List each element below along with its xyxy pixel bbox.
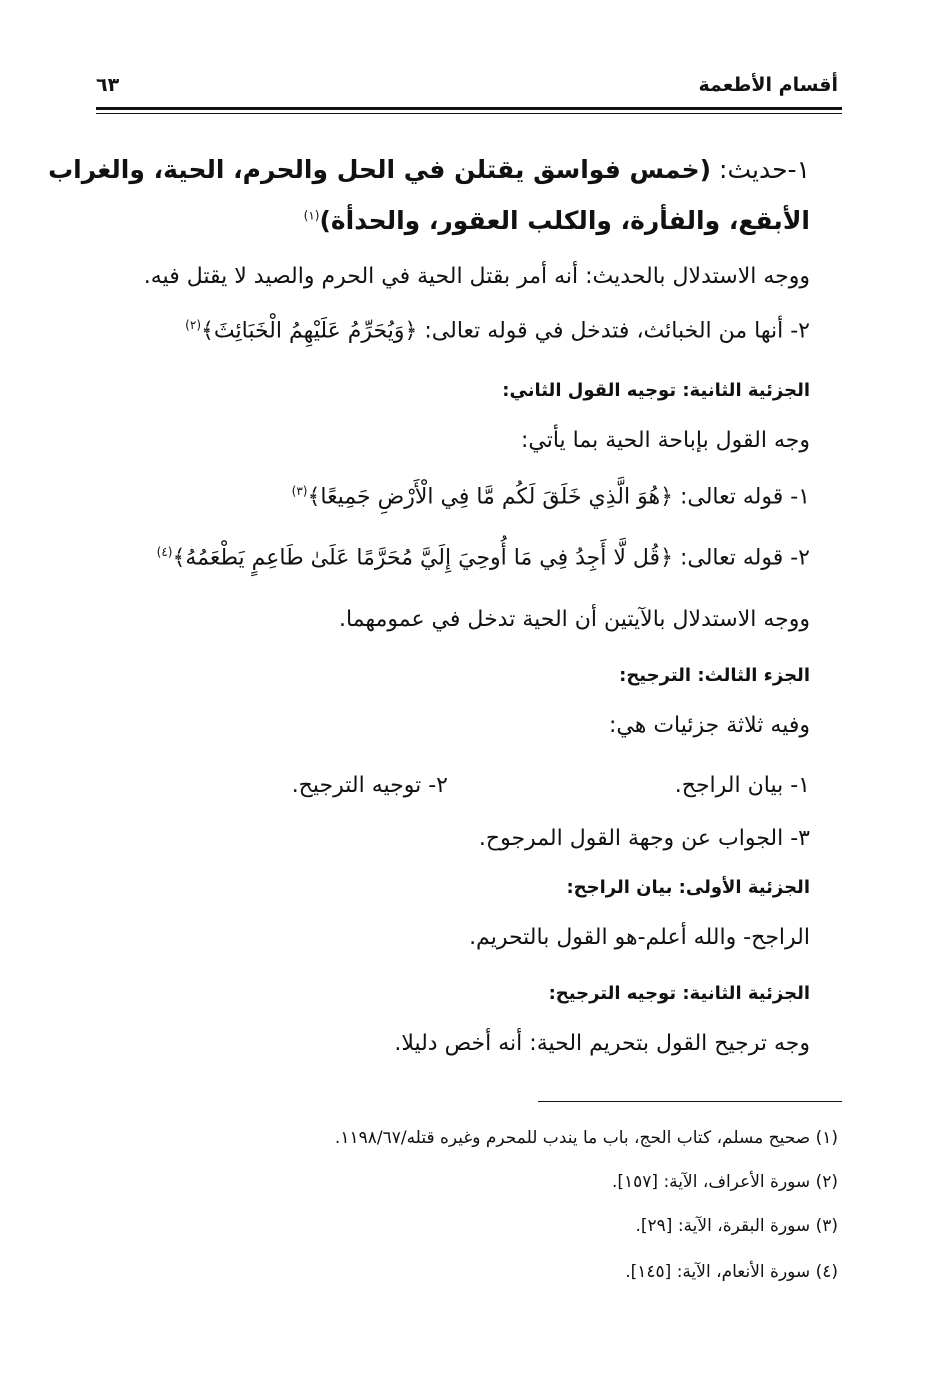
list-item-khabaith [185, 318, 810, 343]
paragraph-permissibility: وجه القول بإباحة الحية بما يأتي: [520, 428, 810, 453]
paragraph-tawjih: وجه ترجيح القول بتحريم الحية: أنه أخص دليلا. [394, 1031, 810, 1056]
list-item-rajih: ١- بيان الراجح. [674, 773, 810, 798]
footnote-ref-4: (٤) [156, 545, 173, 559]
list-item-tawjih: ٢- توجيه الترجيح. [291, 773, 448, 798]
list-item-verse-2 [157, 545, 810, 570]
footnote-separator [538, 1101, 842, 1102]
running-header-title: أقسام الأطعمة [698, 74, 838, 96]
page-number: ٦٣ [96, 74, 120, 96]
subheading-rajih: الجزئية الأولى: بيان الراجح: [566, 877, 810, 898]
list-item-khabaith-text: ٢- أنها من الخبائث، فتدخل في قوله تعالى: ﴿وَيُحَرِّمُ عَلَيْهِمُ الْخَبَائِثَ﴾ [201, 318, 810, 344]
footnote-2: (٢) سورة الأعراف، الآية: [١٥٧]. [611, 1172, 838, 1192]
header-rule-thin [96, 113, 842, 114]
hadith-text-2: الأبقع، والفأرة، والكلب العقور، والحدأة) [319, 206, 810, 235]
subheading-second-view: الجزئية الثانية: توجيه القول الثاني: [502, 380, 810, 401]
footnote-3: (٣) سورة البقرة، الآية: [٢٩]. [635, 1216, 838, 1236]
footnote-1: (١) صحيح مسلم، كتاب الحج، باب ما يندب للمحرم وغيره قتله/١١٩٨/٦٧. [334, 1128, 838, 1148]
hadith-line-2 [304, 206, 810, 235]
verse-2-text: ٢- قوله تعالى: ﴿قُل لَّا أَجِدُ فِي مَا أُوحِيَ إِلَيَّ مُحَرَّمًا عَلَىٰ طَاعِمٍ يَطْعَمُهُ﴾ [172, 545, 810, 571]
footnote-4: (٤) سورة الأنعام، الآية: [١٤٥]. [625, 1262, 838, 1282]
footnote-ref-1: (١) [303, 208, 320, 223]
section-heading-tarjih: الجزء الثالث: الترجيح: [619, 665, 810, 686]
paragraph-inference-hadith: ووجه الاستدلال بالحديث: أنه أمر بقتل الحية في الحرم والصيد لا يقتل فيه. [143, 264, 810, 289]
subheading-tawjih: الجزئية الثانية: توجيه الترجيح: [548, 983, 810, 1004]
hadith-number: ١-حديث: [719, 155, 810, 184]
hadith-line-1 [48, 155, 810, 184]
hadith-text-1: (خمس فواسق يقتلن في الحل والحرم، الحية، والغراب [48, 155, 712, 184]
list-item-jawab: ٣- الجواب عن وجهة القول المرجوح. [478, 826, 810, 851]
footnote-ref-3: (٣) [291, 484, 308, 498]
paragraph-three-parts: وفيه ثلاثة جزئيات هي: [609, 713, 810, 738]
paragraph-inference-verses: ووجه الاستدلال بالآيتين أن الحية تدخل في عمومهما. [339, 607, 810, 632]
header-rule-thick [96, 107, 842, 110]
list-item-verse-1 [292, 484, 810, 509]
paragraph-rajih: الراجح- والله أعلم-هو القول بالتحريم. [469, 925, 810, 950]
footnote-ref-2: (٢) [185, 318, 201, 332]
verse-1-text: ١- قوله تعالى: ﴿هُوَ الَّذِي خَلَقَ لَكُم مَّا فِي الْأَرْضِ جَمِيعًا﴾ [307, 484, 810, 510]
